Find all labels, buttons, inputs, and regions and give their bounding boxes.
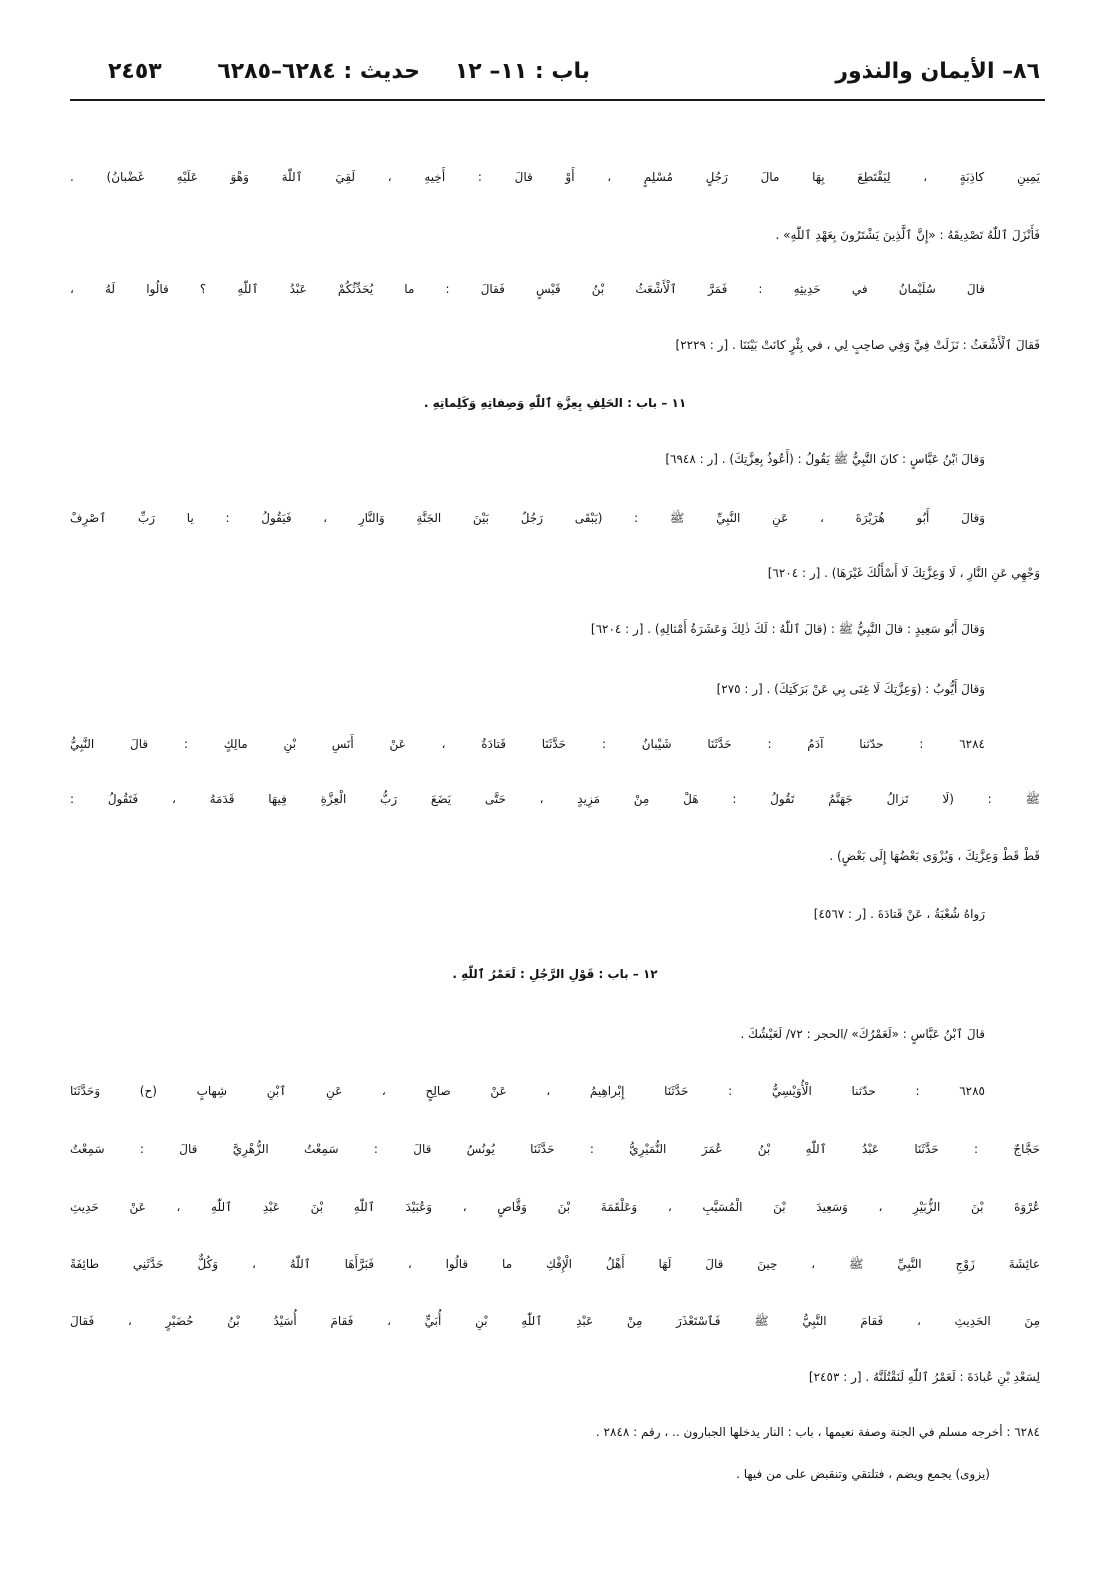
hadith-line: ٦٢٨٥ : حدّثنا الْأُوَيْسِيُّ : حَدَّثَنَا إِبْراهِيمُ ، عَنْ صالِحٍ ، عَنِ ٱبْنِ شِهابٍ (ح) وَحَدَّثَنَا xyxy=(70,1084,985,1098)
text-line: قالَ ٱبْنُ عَبَّاسٍ : «لَعَمْرُكَ» /الحجر : ٧٢/ لَعَيْشُكَ . xyxy=(740,1027,985,1041)
text-line: وَقالَ أَبُو هُرَيْرَةَ ، عَنِ النَّبِيِّ ﷺ : (يَبْقَى رَجُلٌ بَيْنَ الجَنَّةِ وَالنَّارِ ، فَيَقُولُ : يا رَبِّ ٱصْرِفْ xyxy=(70,511,985,525)
section-heading: ١٢ – باب : قَوْلِ الرَّجُلِ : لَعَمْرُ ٱللّٰهِ . xyxy=(452,967,658,981)
footnote: (يزوى) يجمع ويضم ، فتلتقي وتنقبض على من فيها . xyxy=(736,1467,990,1481)
text-line: وَقالَ أَيُّوبُ : (وَعِزَّتِكَ لَا غِنَى بِي عَنْ بَرَكَتِكَ) . [ر : ٢٧٥] xyxy=(716,682,985,696)
text-line: عُرْوَةَ بْنَ الزُّبَيْرِ ، وَسَعِيدَ بْنَ الْمُسَيَّبِ ، وَعَلْقَمَةَ بْنَ وَقَّاصٍ ، وَعُبَيْدَ ٱللّٰهِ بْنَ عَبْدِ ٱللّٰهِ ، عَنْ حَدِيثِ xyxy=(70,1200,1040,1214)
hadith-line: ٦٢٨٤ : حدّثنا آدَمُ : حَدَّثَنَا شَيْبانُ : حَدَّثَنَا قَتادَةُ ، عَنْ أَنَسِ بْنِ مالِكٍ : قالَ النَّبِيُّ xyxy=(70,737,985,751)
text-line: وَجْهِي عَنِ النَّارِ ، لَا وَعِزَّتِكَ لَا أَسْأَلُكَ غَيْرَهَا) . [ر : ٦٢٠٤] xyxy=(767,566,1040,580)
text-line: عائِشَةَ زَوْجِ النَّبِيِّ ﷺ ، حِينَ قالَ لَهَا أَهْلُ الْإِفْكِ ما قالُوا ، فَبَرَّأَهَا ٱللّٰهُ ، وَكُلٌّ حَدَّثَنِي طائِفَةً xyxy=(70,1257,1040,1271)
text-line: ﷺ : (لَا تَزالُ جَهَنَّمُ تَقُولُ : هَلْ مِنْ مَزِيدٍ ، حَتَّى يَضَعَ رَبُّ الْعِزَّةِ فِيهَا قَدَمَهُ ، فَتَقُولُ : xyxy=(70,792,1040,806)
page-number: ٢٤٥٣ xyxy=(108,59,162,84)
running-header-chapter: ٨٦– الأيمان والنذور xyxy=(835,59,1040,84)
text-line: وَقالَ ٱبْنُ عَبَّاسٍ : كانَ النَّبِيُّ ﷺ يَقُولُ : (أَعُوذُ بِعِزَّتِكَ) . [ر : ٦٩٤٨] xyxy=(665,452,985,466)
running-header-bab: باب : ١١– ١٢ xyxy=(454,59,590,84)
text-line: مِنَ الحَدِيثِ ، فَقامَ النَّبِيُّ ﷺ فَٱسْتَعْذَرَ مِنْ عَبْدِ ٱللّٰهِ بْنِ أُبَيٍّ ، فَقامَ أُسَيْدُ بْنُ حُضَيْرٍ ، فَقالَ xyxy=(70,1314,1040,1328)
text-line: قَطْ قَطْ وَعِزَّتِكَ ، وَيُزْوَى بَعْضُهَا إِلَى بَعْضٍ) . xyxy=(829,849,1040,863)
text-line: فَقالَ ٱلْأَشْعَثُ : نَزَلَتْ فِيَّ وَفِي صاحِبٍ لِي ، في بِئْرٍ كانَتْ بَيْنَنَا . [ر : ٢٢٢٩] xyxy=(675,338,1040,352)
section-heading: ١١ – باب : الحَلِفِ بِعِزَّةِ ٱللّٰهِ وَصِفاتِهِ وَكَلِماتِهِ . xyxy=(423,396,687,410)
footnote: ٦٢٨٤ : أخرجه مسلم في الجنة وصفة نعيمها ، باب : النار يدخلها الجبارون .. ، رقم : ٢٨٤٨ . xyxy=(595,1425,1040,1439)
text-line: وَقالَ أَبُو سَعِيدٍ : قالَ النَّبِيُّ ﷺ : (قالَ ٱللّٰهُ : لَكَ ذٰلِكَ وَعَشَرَةُ أَمْثالِهِ) . [ر : ٦٢٠٤] xyxy=(590,622,985,636)
header-divider xyxy=(70,99,1045,101)
text-line: حَجَّاجٌ : حَدَّثَنَا عَبْدُ ٱللّٰهِ بْنُ عُمَرَ النُّمَيْرِيُّ : حَدَّثَنَا يُونُسُ قالَ : سَمِعْتُ الزُّهْرِيَّ قالَ : سَمِعْتُ xyxy=(70,1142,1040,1156)
text-line: قالَ سُلَيْمانُ في حَدِيثِهِ : فَمَرَّ ٱلْأَشْعَثُ بْنُ قَيْسٍ فَقالَ : ما يُحَدِّثُكُمْ عَبْدُ ٱللّٰهِ ؟ قالُوا لَهُ ، xyxy=(70,282,985,296)
text-line: لِسَعْدِ بْنِ عُبادَةَ : لَعَمْرُ ٱللّٰهِ لَنَقْتُلَنَّهُ . [ر : ٢٤٥٣] xyxy=(808,1370,1040,1384)
text-line: رَواهُ شُعْبَةُ ، عَنْ قَتادَةَ . [ر : ٤٥٦٧] xyxy=(813,907,985,921)
text-line: فَأَنْزَلَ ٱللّٰهُ تَصْدِيقَهُ : «إِنَّ ٱلَّذِينَ يَشْتَرُونَ بِعَهْدِ ٱللّٰهِ» . xyxy=(775,228,1040,242)
running-header-hadith-range: حديث : ٦٢٨٤–٦٢٨٥ xyxy=(217,59,420,84)
text-line: يَمِينِ كاذِبَةٍ ، لِيَقْتَطِعَ بِهَا مالَ رَجُلٍ مُسْلِمٍ ، أَوْ قالَ : أَخِيهِ ، لَقِيَ ٱللّٰهَ وَهْوَ عَلَيْهِ غَضْبانُ) . xyxy=(70,170,1040,184)
